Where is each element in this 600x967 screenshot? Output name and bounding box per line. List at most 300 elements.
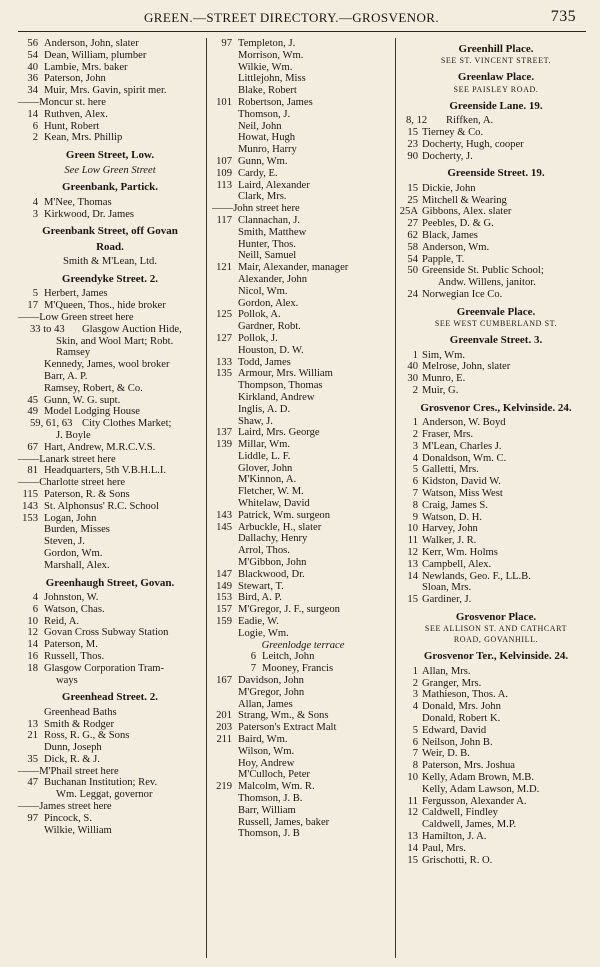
house-number: 90 — [407, 150, 418, 162]
entry-text: Thomson, J. B. — [238, 793, 303, 804]
entry-text: Littlejohn, Miss — [238, 73, 306, 85]
house-number: 14 — [27, 639, 38, 651]
entry-text: Skin, and Wool Mart; Robt. — [56, 335, 174, 347]
entry-text: Lambie, Mrs. baker — [44, 61, 128, 73]
entry-text: Davidson, John — [238, 675, 304, 687]
entry-text: ——M'Phail street here — [18, 765, 119, 777]
entry-text: Donald, Mrs. John — [422, 701, 501, 713]
entry-text: Andw. Willens, janitor. — [438, 277, 536, 289]
entry-text: Neill, Samuel — [238, 250, 297, 262]
directory-entry — [398, 195, 594, 207]
house-number: 1 — [412, 417, 418, 429]
entry-text: Mitchell & Wearing — [422, 194, 507, 206]
entry-text: Patrick, Wm. surgeon — [238, 509, 330, 521]
entry-text: Pollok, J. — [238, 332, 278, 344]
entry-text: Paterson, M. — [44, 639, 98, 651]
entry-text: ways — [56, 674, 78, 686]
directory-entry — [210, 675, 396, 687]
entry-text: Gunn, Wm. — [238, 155, 288, 167]
entry-text: Kean, Mrs. Phillip — [44, 132, 123, 144]
entry-text: M'Gregor, J. F., surgeon — [238, 604, 340, 616]
entry-text: Wilson, Wm. — [238, 745, 295, 757]
entry-text: Dunn, Joseph — [44, 742, 102, 754]
house-number: 109 — [216, 167, 232, 179]
directory-entry — [16, 719, 204, 731]
entry-text: Mair, Alexander, manager — [238, 262, 349, 274]
directory-entry — [398, 115, 594, 127]
directory-entry — [210, 262, 396, 274]
house-number: 6 — [412, 476, 418, 488]
directory-entry — [210, 463, 396, 475]
street-heading: Greenlaw Place. — [457, 71, 535, 84]
house-number: 7 — [250, 663, 256, 675]
house-number: 14 — [407, 842, 418, 854]
house-number: 35 — [27, 753, 38, 765]
directory-entry — [398, 453, 594, 465]
entry-text: Munro, E. — [422, 373, 466, 385]
entry-text: Granger, Mrs. — [422, 677, 482, 689]
entry-text: Malcolm, Wm. R. — [238, 781, 315, 793]
directory-entry — [210, 85, 396, 97]
directory-entry — [398, 230, 594, 242]
directory-entry — [210, 168, 396, 180]
entry-text: Anderson, W. Boyd — [422, 417, 506, 429]
directory-entry — [398, 689, 594, 701]
entry-text: Howat, Hugh — [238, 132, 296, 144]
directory-entry — [398, 582, 594, 594]
entry-text: Ramsey — [56, 347, 91, 359]
directory-entry — [210, 439, 396, 451]
house-number: 4 — [32, 196, 38, 208]
street-heading: Road. — [96, 240, 124, 253]
directory-entry — [210, 616, 396, 628]
directory-entry — [210, 498, 396, 510]
entry-text: Smith, Matthew — [238, 226, 307, 238]
house-number: 137 — [216, 427, 232, 439]
house-number: 10 — [407, 771, 418, 783]
street-heading: Greenvale Street. 3. — [449, 334, 543, 347]
entry-text: M'Kinnon, A. — [238, 474, 297, 486]
entry-text: Kerr, Wm. Holms — [422, 546, 498, 558]
house-number: 12 — [27, 627, 38, 639]
house-number: 15 — [407, 127, 418, 139]
directory-entry — [210, 581, 396, 593]
directory-entry — [16, 663, 204, 675]
entry-text: Allan, James — [238, 698, 293, 710]
entry-text: Riffken, A. — [446, 115, 494, 127]
house-number: 125 — [216, 309, 232, 321]
house-number: 12 — [407, 807, 418, 819]
house-number: 10 — [407, 523, 418, 535]
entry-text: Russell, Thos. — [44, 650, 105, 662]
directory-entry — [398, 127, 594, 139]
directory-entry — [16, 777, 204, 789]
entry-text: Craig, James S. — [422, 499, 488, 511]
entry-text: Morrison, Wm. — [238, 49, 304, 61]
directory-entry — [398, 500, 594, 512]
directory-entry — [210, 109, 396, 121]
entry-text: Thomson, J. — [238, 108, 291, 120]
house-number: 10 — [27, 615, 38, 627]
entry-text: Hunter, Thos. — [238, 238, 296, 250]
entry-text: ——Charlotte street here — [18, 477, 126, 489]
directory-entry — [398, 843, 594, 855]
cross-street-marker — [16, 312, 204, 324]
directory-entry — [210, 651, 396, 663]
directory-entry — [210, 545, 396, 557]
street-heading: Greenhaugh Street, Govan. — [45, 576, 175, 589]
directory-entry — [16, 85, 204, 97]
house-number: 139 — [216, 439, 232, 451]
street-heading: Greenbank Street, off Govan — [42, 225, 178, 238]
directory-entry — [210, 699, 396, 711]
house-number: 143 — [22, 500, 38, 512]
entry-text: Paterson, R. & Sons — [44, 488, 130, 500]
cross-street-marker — [210, 203, 396, 215]
entry-text: Mathieson, Thos. A. — [422, 689, 509, 701]
house-number: 11 — [407, 535, 418, 547]
directory-entry — [210, 132, 396, 144]
cross-reference: SEE WEST CUMBERLAND ST. — [434, 319, 558, 329]
directory-entry — [210, 38, 396, 50]
directory-entry — [398, 571, 594, 583]
street-heading: Greenbank, Partick. — [61, 181, 159, 194]
house-number: 3 — [412, 440, 418, 452]
directory-entry — [210, 817, 396, 829]
directory-entry — [210, 793, 396, 805]
directory-entry — [16, 639, 204, 651]
entry-text: M'Lean, Charles J. — [422, 440, 502, 452]
directory-entry — [210, 510, 396, 522]
entry-text: Nicol, Wm. — [238, 285, 288, 297]
entry-text: Barr, A. P. — [44, 370, 88, 382]
house-number: 6 — [32, 603, 38, 615]
house-number: 145 — [216, 521, 232, 533]
directory-entry — [210, 298, 396, 310]
house-number: 6 — [250, 651, 256, 663]
directory-column-3 — [398, 38, 594, 866]
house-number: 117 — [216, 214, 232, 226]
entry-text: Donaldson, Wm. C. — [422, 452, 507, 464]
entry-text: Bird, A. P. — [238, 592, 282, 604]
house-number: 13 — [407, 830, 418, 842]
directory-entry — [398, 429, 594, 441]
entry-text: Newlands, Geo. F., LL.B. — [422, 570, 531, 582]
directory-entry — [210, 474, 396, 486]
directory-entry — [398, 523, 594, 535]
entry-text: Gardner, Robt. — [238, 321, 301, 333]
house-number: 101 — [216, 96, 232, 108]
directory-entry — [210, 250, 396, 262]
directory-entry — [398, 441, 594, 453]
entry-text: Burden, Misses — [44, 524, 110, 536]
entry-text: Sim, Wm. — [422, 349, 466, 361]
house-number: 49 — [27, 406, 38, 418]
entry-text: Anderson, John, slater — [44, 38, 139, 49]
house-number: 153 — [216, 592, 232, 604]
directory-entry — [16, 592, 204, 604]
directory-entry — [210, 805, 396, 817]
house-number: 54 — [27, 49, 38, 61]
directory-entry — [210, 368, 396, 380]
house-number: 201 — [216, 710, 232, 722]
entry-text: Wm. Leggat, governor — [56, 789, 153, 801]
entry-text: Glasgow Auction Hide, — [82, 323, 182, 335]
directory-entry — [210, 97, 396, 109]
directory-entry — [210, 345, 396, 357]
house-number: 13 — [27, 718, 38, 730]
entry-text: Sloan, Mrs. — [422, 582, 472, 594]
entry-text: Paterson, Mrs. Joshua — [422, 760, 515, 772]
entry-text: Paterson's Extract Malt — [238, 722, 337, 734]
house-number: 2 — [412, 677, 418, 689]
entry-text: Dean, William, plumber — [44, 49, 147, 61]
street-heading: Grosvenor Ter., Kelvinside. 24. — [423, 650, 569, 663]
house-number: 8 — [412, 499, 418, 511]
entry-text: St. Alphonsus' R.C. School — [44, 500, 159, 512]
entry-text: Inglis, A. D. — [238, 403, 291, 415]
directory-entry — [16, 288, 204, 300]
entry-text: Hoy, Andrew — [238, 757, 295, 769]
entry-text: Clark, Mrs. — [238, 191, 287, 203]
directory-entry — [398, 464, 594, 476]
house-number: 127 — [216, 332, 232, 344]
house-number: 54 — [407, 253, 418, 265]
directory-entry — [16, 109, 204, 121]
entry-text: Donald, Robert K. — [422, 712, 501, 724]
house-number: 59, 61, 63 — [30, 418, 73, 430]
entry-text: Model Lodging House — [44, 406, 140, 418]
directory-entry — [16, 536, 204, 548]
house-number: 25 — [407, 194, 418, 206]
directory-entry — [16, 359, 204, 371]
directory-entry — [398, 748, 594, 760]
directory-entry — [398, 265, 594, 277]
directory-entry — [210, 333, 396, 345]
directory-entry — [210, 321, 396, 333]
house-number: 6 — [412, 736, 418, 748]
house-number: 1 — [412, 665, 418, 677]
street-heading: Greendyke Street. 2. — [61, 272, 159, 285]
directory-entry — [398, 373, 594, 385]
directory-entry — [16, 406, 204, 418]
entry-text: Govan Cross Subway Station — [44, 627, 169, 639]
entry-text: ——Lanark street here — [18, 453, 116, 465]
entry-text: Kidston, David W. — [422, 476, 501, 488]
entry-text: M'Queen, Thos., hide broker — [44, 300, 166, 312]
entry-text: Munro, Harry — [238, 144, 297, 156]
house-number: 25A — [399, 206, 418, 218]
entry-text: Watson, Chas. — [44, 603, 105, 615]
house-number: 33 to 43 — [30, 323, 65, 335]
entry-text: Kelly, Adam Lawson, M.D. — [422, 783, 540, 795]
house-number: 21 — [27, 730, 38, 742]
directory-entry — [398, 678, 594, 690]
directory-entry — [210, 486, 396, 498]
house-number: 16 — [27, 650, 38, 662]
directory-entry — [16, 524, 204, 536]
cross-street-marker — [16, 801, 204, 813]
house-number: 40 — [27, 61, 38, 73]
house-number: 4 — [412, 701, 418, 713]
cross-reference: SEE PAISLEY ROAD. — [453, 84, 539, 94]
directory-entry — [210, 604, 396, 616]
entry-text: ——Moncur st. here — [18, 96, 106, 108]
entry-text: Barr, William — [238, 804, 296, 816]
directory-entry — [210, 557, 396, 569]
centered-note: Smith & M'Lean, Ltd. — [62, 256, 157, 268]
house-number: 3 — [412, 689, 418, 701]
entry-text: ——John street here — [212, 203, 300, 215]
entry-text: Shaw, J. — [238, 415, 273, 427]
entry-text: Gibbons, Alex. slater — [422, 206, 512, 218]
directory-entry — [16, 789, 204, 801]
entry-text: Neil, John — [238, 120, 282, 132]
directory-entry — [16, 418, 204, 430]
cross-street-marker — [16, 97, 204, 109]
house-number: 219 — [216, 781, 232, 793]
entry-text: Liddle, L. F. — [238, 450, 291, 462]
house-number: 1 — [412, 349, 418, 361]
directory-entry — [398, 206, 594, 218]
house-number: 149 — [216, 580, 232, 592]
directory-entry — [210, 828, 396, 840]
house-number: 27 — [407, 218, 418, 230]
house-number: 97 — [221, 38, 232, 49]
directory-entry — [398, 512, 594, 524]
entry-text: Dick, R. & J. — [44, 753, 100, 765]
directory-entry — [398, 535, 594, 547]
directory-entry — [210, 274, 396, 286]
directory-entry — [398, 701, 594, 713]
entry-text: Paul, Mrs. — [422, 842, 466, 854]
directory-entry — [16, 604, 204, 616]
directory-entry — [210, 50, 396, 62]
directory-column-1 — [16, 38, 204, 836]
directory-entry — [16, 501, 204, 513]
directory-entry — [210, 156, 396, 168]
house-number: 4 — [32, 591, 38, 603]
cross-street-marker — [16, 477, 204, 489]
entry-text: Mooney, Francis — [262, 663, 334, 675]
house-number: 62 — [407, 230, 418, 241]
house-number: 159 — [216, 616, 232, 628]
entry-text: Fergusson, Alexander A. — [422, 795, 527, 807]
entry-text: Watson, Miss West — [422, 487, 503, 499]
directory-entry — [210, 451, 396, 463]
house-number: 167 — [216, 675, 232, 687]
entry-text: Gordon, Alex. — [238, 297, 299, 309]
directory-entry — [398, 139, 594, 151]
directory-entry — [210, 628, 396, 640]
entry-text: Clannachan, J. — [238, 214, 301, 226]
house-number: 2 — [412, 384, 418, 396]
entry-text: Templeton, J. — [238, 38, 296, 49]
entry-text: Thompson, Thomas — [238, 380, 323, 392]
street-heading: Greenside Street. 19. — [447, 167, 545, 180]
entry-text: Campbell, Alex. — [422, 558, 492, 570]
entry-text: M'Gibbon, John — [238, 557, 307, 569]
entry-text: Caldwell, James, M.P. — [422, 819, 517, 831]
entry-text: Houston, D. W. — [238, 344, 304, 356]
directory-entry — [210, 569, 396, 581]
entry-text: Marshall, Alex. — [44, 559, 110, 571]
directory-entry — [16, 209, 204, 221]
house-number: 11 — [407, 795, 418, 807]
entry-text: Baird, Wm. — [238, 734, 288, 746]
directory-entry — [16, 616, 204, 628]
street-heading: Greenhead Street. 2. — [61, 691, 159, 704]
directory-entry — [16, 371, 204, 383]
directory-entry — [210, 62, 396, 74]
house-number: 147 — [216, 568, 232, 580]
house-number: 2 — [412, 428, 418, 440]
entry-text: Melrose, John, slater — [422, 361, 511, 373]
entry-text: Hamilton, J. A. — [422, 830, 487, 842]
directory-entry — [398, 559, 594, 571]
directory-entry — [398, 796, 594, 808]
directory-entry — [210, 239, 396, 251]
entry-text: Hunt, Robert — [44, 120, 100, 132]
directory-entry — [210, 180, 396, 192]
directory-entry — [16, 121, 204, 133]
house-number: 81 — [27, 465, 38, 477]
entry-text: M'Culloch, Peter — [238, 769, 310, 781]
directory-entry — [398, 385, 594, 397]
entry-text: Gunn, W. G. supt. — [44, 394, 121, 406]
entry-text: Steven, J. — [44, 536, 85, 548]
entry-text: Gardiner, J. — [422, 594, 472, 606]
house-number: 153 — [22, 512, 38, 524]
directory-entry — [210, 121, 396, 133]
directory-entry — [398, 547, 594, 559]
entry-text: Kennedy, James, wool broker — [44, 359, 170, 371]
entry-text: City Clothes Market; — [82, 418, 172, 430]
directory-entry — [16, 707, 204, 719]
directory-entry — [210, 758, 396, 770]
entry-text: Blackwood, Dr. — [238, 568, 305, 580]
entry-text: Kirkland, Andrew — [238, 391, 315, 403]
house-number: 36 — [27, 73, 38, 85]
directory-entry — [16, 465, 204, 477]
running-title: GREEN.—STREET DIRECTORY.—GROSVENOR. — [144, 10, 439, 25]
directory-entry — [16, 651, 204, 663]
directory-entry — [16, 560, 204, 572]
house-number: 15 — [407, 594, 418, 606]
directory-entry — [16, 675, 204, 687]
directory-entry — [398, 713, 594, 725]
house-number: 18 — [27, 662, 38, 674]
entry-text: Millar, Wm. — [238, 439, 291, 451]
entry-text: Muir, Mrs. Gavin, spirit mer. — [44, 85, 167, 97]
entry-text: Logan, John — [44, 512, 97, 524]
street-heading: Greenhill Place. — [458, 43, 534, 55]
directory-entry — [398, 725, 594, 737]
directory-entry — [210, 710, 396, 722]
directory-entry — [16, 197, 204, 209]
entry-text: M'Gregor, John — [238, 686, 305, 698]
entry-text: Laird, Alexander — [238, 179, 310, 191]
directory-entry — [210, 663, 396, 675]
house-number: 8 — [412, 760, 418, 772]
entry-text: Ruthven, Alex. — [44, 108, 108, 120]
house-number: 50 — [407, 265, 418, 277]
entry-text: Whitelaw, David — [238, 498, 310, 510]
entry-text: Docherty, Hugh, cooper — [422, 138, 524, 150]
house-number: 107 — [216, 155, 232, 167]
house-number: 8, 12 — [406, 115, 428, 127]
entry-text: Reid, A. — [44, 615, 80, 627]
